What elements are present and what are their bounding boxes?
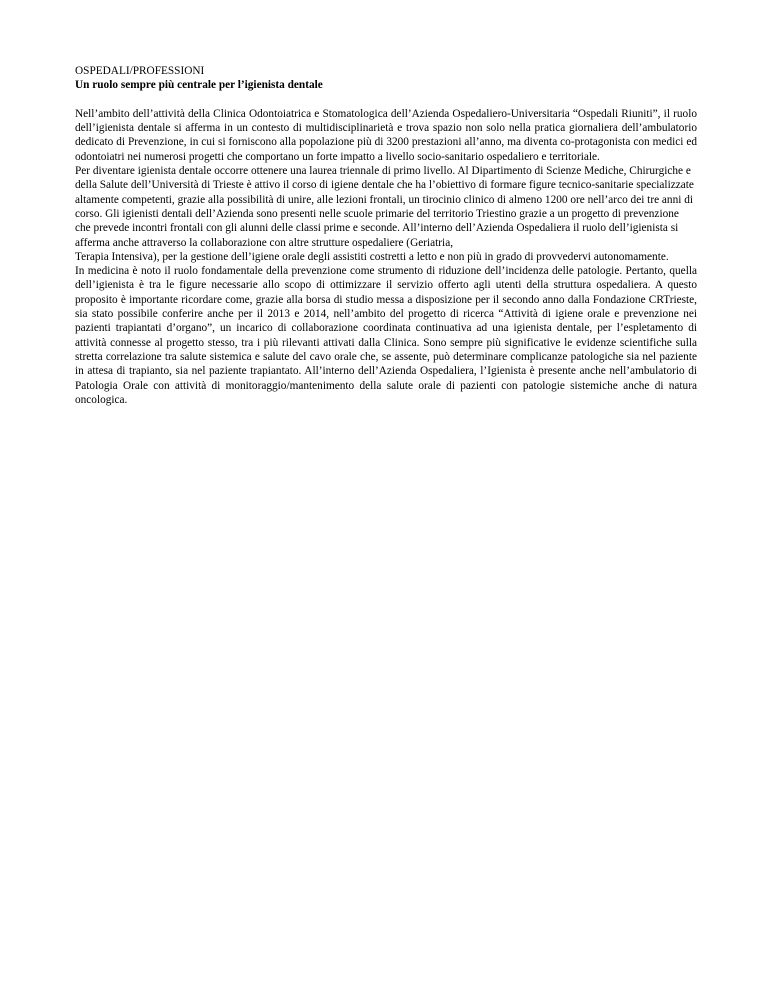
title-spacer [75,93,697,107]
document-page [75,64,697,407]
paragraph-prevention: In medicina è noto il ruolo fondamentale della prevenzione come strumento di riduzione dell’incidenza delle patologie. Pertanto, quella dell’igienista è tra le figure necessarie allo scopo di ottimizzare il servizio offerto agli utenti della struttura ospedaliera. A questo proposito è importante ricordare come, grazie alla borsa di studio messa a disposizione per il secondo anno dalla Fondazione CRTrieste, sia stato possibile conferire anche per il 2013 e 2014, nell’ambito del progetto di ricerca “Attività di igiene orale e prevenzione nei pazienti trapiantati d’organo”, un incarico di collaborazione coordinata continuativa ad una igienista dentale, per l’espletamento di attività connesse al progetto stesso, tra i più rilevanti attivati dalla Clinica. Sono sempre più significative le evidenze scientifiche sulla stretta correlazione tra salute sistemica e salute del cavo orale che, se assente, può determinare complicanze patologiche sia nel paziente in attesa di trapianto, sia nel paziente trapiantato. All’interno dell’Azienda Ospedaliera, l’Igienista è presente anche nell’ambulatorio di Patologia Orale con attività di monitoraggio/mantenimento della salute orale di pazienti con patologie sistemiche anche di natura oncologica. [75,265,697,406]
paragraph-intro: Nell’ambito dell’attività della Clinica Odontoiatrica e Stomatologica dell’Azienda Ospedaliero-Universitaria “Ospedali Riuniti”, il ruolo dell’igienista dentale si afferma in un contesto di multidisciplinarietà e trova spazio non solo nella pratica giornaliera dell’ambulatorio dedicato di Prevenzione, in cui si forniscono alla popolazione più di 3200 prestazioni all’anno, ma diventa co-protagonista con medici ed odontoiatri nei numerosi progetti che comportano un forte impatto a livello socio-sanitario ospedaliero e territoriale. [75,107,697,163]
section-label: OSPEDALI/PROFESSIONI [75,65,205,77]
article-title: Un ruolo sempre più centrale per l’igienista dentale [75,79,323,92]
paragraph-care: Terapia Intensiva), per la gestione dell’igiene orale degli assistiti costretti a letto e non più in grado di provvedervi autonomamente. [75,250,669,263]
paragraph-education: Per diventare igienista dentale occorre ottenere una laurea triennale di primo livello. Al Dipartimento di Scienze Mediche, Chirurgiche e della Salute dell’Università di Trieste è attivo il corso di igiene dentale che ha l’obiettivo di formare figure tecnico-sanitarie specializzate altamente competenti, grazie alla possibilità di unire, alle lezioni frontali, un tirocinio clinico di almeno 1200 ore nell’arco dei tre anni di corso. Gli igienisti dentali dell’Azienda sono presenti nelle scuole primarie del territorio Triestino grazie a un progetto di prevenzione che prevede incontri frontali con gli alunni delle classi prime e seconde. All’interno dell’Azienda Ospedaliera il ruolo dell’igienista si afferma anche attraverso la collaborazione con altre strutture ospedaliere (Geriatria, [75,165,694,249]
